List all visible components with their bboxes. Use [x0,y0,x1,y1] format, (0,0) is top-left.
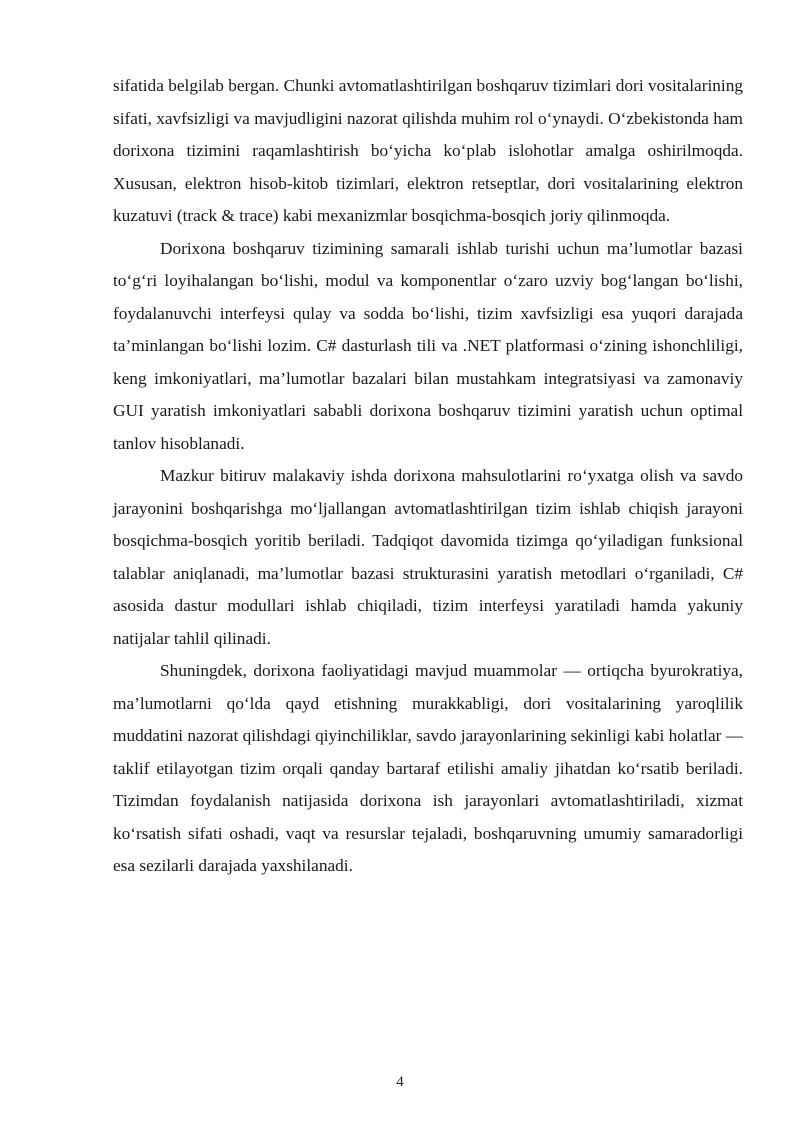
page-number: 4 [396,1074,404,1090]
paragraph: Dorixona boshqaruv tizimining samarali ishlab turishi uchun ma’lumotlar bazasi to‘g‘ri loyihalangan bo‘lishi, modul va komponentlar o‘zaro uzviy bog‘langan bo‘lishi, foydalanuvchi interfeysi qulay va sodda bo‘lishi, tizim xavfsizligi esa yuqori darajada ta’minlangan bo‘lishi lozim. C# dasturlash tili va .NET platformasi o‘zining ishonchliligi, keng imkoniyatlari, ma’lumotlar bazalari bilan mustahkam integratsiyasi va zamonaviy GUI yaratish imkoniyatlari sababli dorixona boshqaruv tizimini yaratish uchun optimal tanlov hisoblanadi. [113,238,743,453]
paragraph: Mazkur bitiruv malakaviy ishda dorixona mahsulotlarini ro‘yxatga olish va savdo jarayonini boshqarishga mo‘ljallangan avtomatlashtirilgan tizim ishlab chiqish jarayoni bosqichma-bosqich yoritib beriladi. Tadqiqot davomida tizimga qo‘yiladigan funksional talablar aniqlanadi, ma’lumotlar bazasi strukturasini yaratish metodlari o‘rganiladi, C# asosida dastur modullari ishlab chiqiladi, tizim interfeysi yaratiladi hamda yakuniy natijalar tahlil qilinadi. [113,466,743,648]
body-text [113,70,743,883]
paragraph-continuation: sifatida belgilab bergan. Chunki avtomatlashtirilgan boshqaruv tizimlari dori vositalarining sifati, xavfsizligi va mavjudligini nazorat qilishda muhim rol o‘ynaydi. O‘zbekistonda ham dorixona tizimini raqamlashtirish bo‘yicha ko‘plab islohotlar amalga oshirilmoqda. Xususan, elektron hisob-kitob tizimlari, elektron retseptlar, dori vositalarining elektron kuzatuvi (track & trace) kabi mexanizmlar bosqichma-bosqich joriy qilinmoqda. [113,76,743,225]
paragraph: Shuningdek, dorixona faoliyatidagi mavjud muammolar — ortiqcha byurokratiya, ma’lumotlarni qo‘lda qayd etishning murakkabligi, dori vositalarining yaroqlilik muddatini nazorat qilishdagi qiyinchiliklar, savdo jarayonlarining sekinligi kabi holatlar — taklif etilayotgan tizim orqali qanday bartaraf etilishi amaliy jihatdan ko‘rsatib beriladi. Tizimdan foydalanish natijasida dorixona ish jarayonlari avtomatlashtiriladi, xizmat ko‘rsatish sifati oshadi, vaqt va resurslar tejaladi, boshqaruvning umumiy samaradorligi esa sezilarli darajada yaxshilanadi. [113,661,743,875]
